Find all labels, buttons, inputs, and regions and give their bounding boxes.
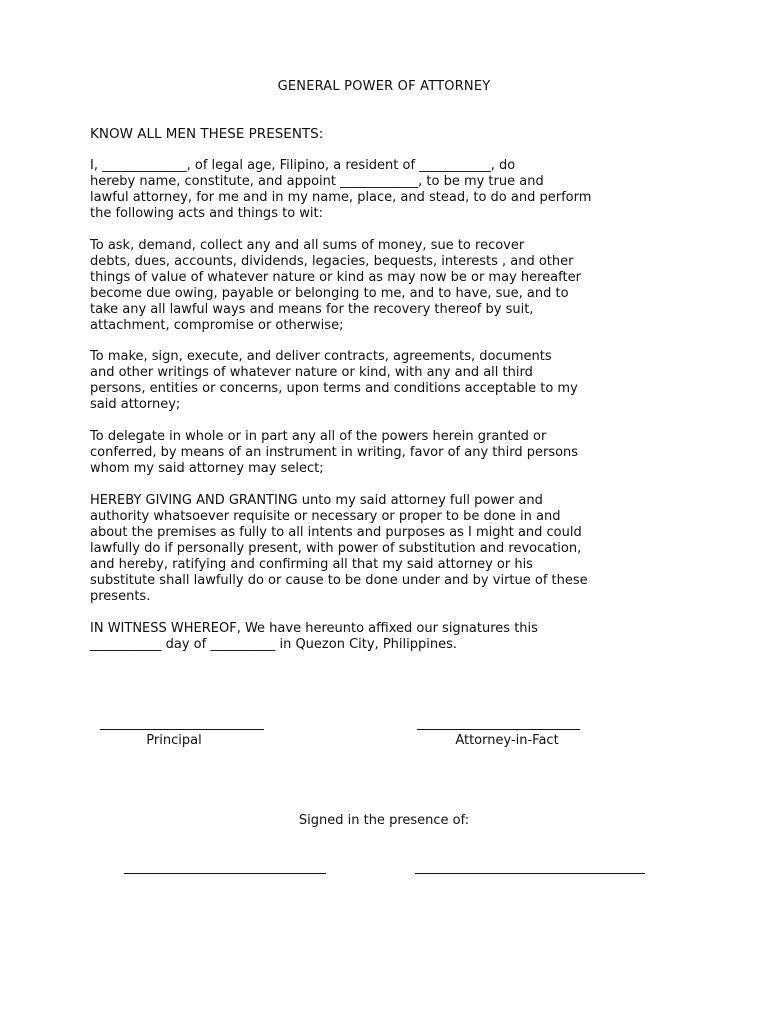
intro-heading: KNOW ALL MEN THESE PRESENTS:: [90, 126, 324, 142]
principal-label: Principal: [146, 733, 202, 748]
attorney-signature-line: [417, 729, 580, 730]
paragraph-collect: To ask, demand, collect any and all sums of money, sue to recover debts, dues, accounts, dividends, legacies, bequests, interests , and other things of value of whatever nature or kind as may now be or may hereafter become due owing, payable or belonging to me, and to have, sue, and to take any all lawful ways and means for the recovery thereof by suit, attachment, compromise or otherwise;: [90, 238, 581, 333]
witness-1-signature-line: [124, 873, 326, 874]
presence-caption: Signed in the presence of:: [298, 813, 470, 828]
document-title: GENERAL POWER OF ATTORNEY: [277, 79, 491, 94]
witness-2-signature-line: [415, 873, 645, 874]
attorney-label: Attorney-in-Fact: [455, 733, 559, 748]
principal-signature-line: [100, 729, 264, 730]
paragraph-appointment: I, _____________, of legal age, Filipino, a resident of ___________, do hereby name, constitute, and appoint ____________, to be my true and lawful attorney, for me and in my name, place, and stead, to do and perform the following acts and things to wit:: [90, 158, 592, 221]
paragraph-granting: HEREBY GIVING AND GRANTING unto my said attorney full power and authority whatsoever requisite or necessary or proper to be done in and about the premises as fully to all intents and purposes as I might and could lawfully do if personally present, with power of substitution and revocation, and hereby, ratifying and confirming all that my said attorney or his substitute shall lawfully do or cause to be done under and by virtue of these presents.: [90, 493, 588, 604]
paragraph-delegate: To delegate in whole or in part any all of the powers herein granted or conferred, by means of an instrument in writing, favor of any third persons whom my said attorney may select;: [90, 429, 579, 476]
paragraph-witness: IN WITNESS WHEREOF, We have hereunto affixed our signatures this ___________ day of __________ in Quezon City, Philippines.: [90, 621, 538, 652]
paragraph-contracts: To make, sign, execute, and deliver contracts, agreements, documents and other writings of whatever nature or kind, with any and all third persons, entities or concerns, upon terms and conditions acceptable to my said attorney;: [90, 349, 578, 412]
